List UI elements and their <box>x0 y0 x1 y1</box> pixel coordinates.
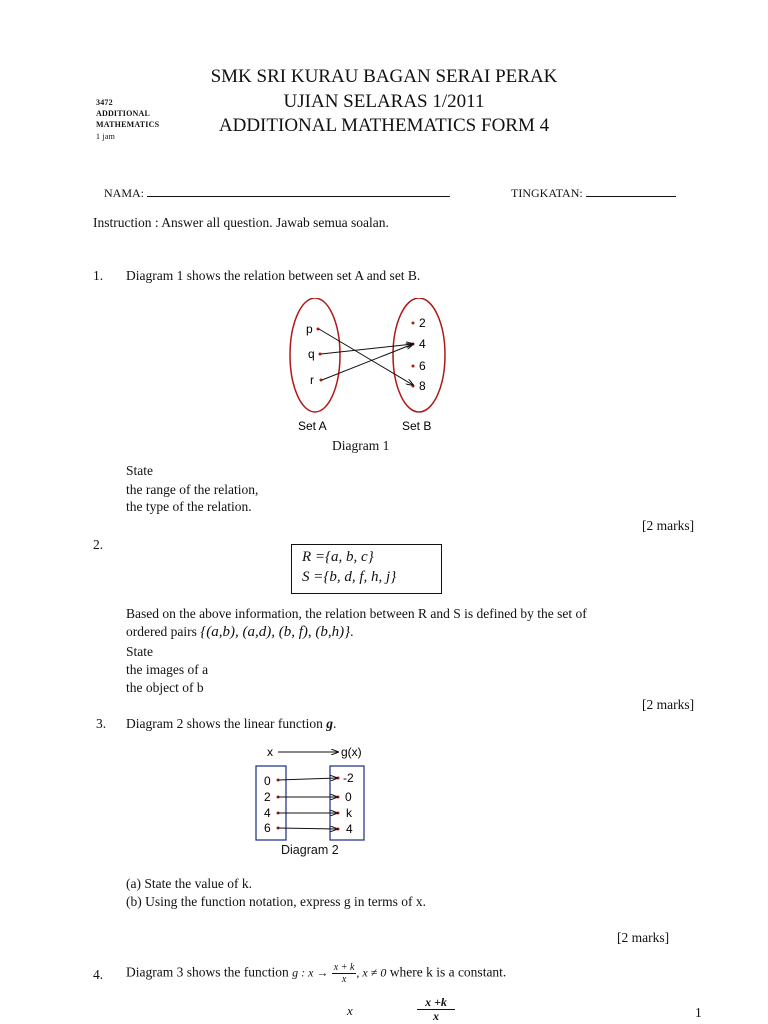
side-subject-1: ADDITIONAL <box>96 109 151 118</box>
domain-item: 4 <box>264 806 271 820</box>
q4-bottom-x: x <box>347 1003 353 1018</box>
q3-func: g <box>326 716 333 731</box>
diagram-1-caption: Diagram 1 <box>332 438 390 453</box>
set-a-item: r <box>310 373 314 387</box>
diagram-2 <box>250 740 380 845</box>
q2-marks: [2 marks] <box>642 697 695 712</box>
q1-text: Diagram 1 shows the relation between set A and set B. <box>126 268 421 283</box>
exam-title: UJIAN SELARAS 1/2011 <box>283 91 485 112</box>
domain-box <box>256 766 286 840</box>
nama-field <box>104 184 450 201</box>
q4-text-1: Diagram 3 shows the function <box>126 964 289 980</box>
domain-item: 6 <box>264 821 271 835</box>
tingkatan-field <box>511 184 676 201</box>
q4-frac-num: x + k <box>333 962 355 973</box>
q1-number: 1. <box>93 268 104 283</box>
instruction: Instruction : Answer all question. Jawab semua soalan. <box>93 215 389 230</box>
school-name: SMK SRI KURAU BAGAN SERAI PERAK <box>210 66 558 87</box>
tingkatan-blank[interactable] <box>586 184 676 197</box>
codomain-item: 4 <box>346 822 353 836</box>
q2-text-2: ordered pairs <box>126 624 197 639</box>
set-b-item: 8 <box>419 379 426 393</box>
nama-label: NAMA: <box>104 186 145 200</box>
q1-marks: [2 marks] <box>642 518 695 533</box>
q4-text-2: where k is a constant. <box>389 964 507 980</box>
q4-number: 4. <box>93 967 104 982</box>
set-b-item: 6 <box>419 359 426 373</box>
side-subject-2: MATHEMATICS <box>96 120 160 129</box>
paper-code: 3472 <box>96 98 113 107</box>
subject-title: ADDITIONAL MATHEMATICS FORM 4 <box>218 115 550 136</box>
q2-sets-box <box>291 544 442 594</box>
q3-text-end: . <box>332 716 337 731</box>
q4-bottom-den: x <box>433 1009 439 1023</box>
q4-text-line <box>126 962 506 985</box>
q4-fraction <box>332 962 357 985</box>
set-a-ellipse <box>290 298 340 412</box>
q1-part-b: the type of the relation. <box>126 499 252 514</box>
q3-part-a: (a) State the value of k. <box>126 876 252 891</box>
arrow-left-label: x <box>267 745 273 759</box>
q1-part-a: the range of the relation, <box>126 482 259 497</box>
diagram-2-caption: Diagram 2 <box>281 843 339 857</box>
q2-text-2-line <box>126 624 353 641</box>
duration: 1 jam <box>96 132 115 141</box>
set-a-label: Set A <box>298 419 327 433</box>
nama-blank[interactable] <box>147 184 450 197</box>
set-a-item: q <box>308 347 315 361</box>
diagram-1 <box>280 298 460 438</box>
q3-part-b: (b) Using the function notation, express g in terms of x. <box>126 894 426 909</box>
q2-number: 2. <box>93 537 104 552</box>
codomain-item: 0 <box>345 790 352 804</box>
set-r: R ={a, b, c} <box>302 549 374 565</box>
set-a-item: p <box>306 322 313 336</box>
q2-part-b: the object of b <box>126 680 204 695</box>
domain-item: 2 <box>264 790 271 804</box>
page-number: 1 <box>695 1005 702 1020</box>
set-b-item: 4 <box>419 337 426 351</box>
q4-cond: , x ≠ 0 <box>356 965 387 980</box>
q4-frac-den: x <box>341 974 347 985</box>
set-b-label: Set B <box>402 419 432 433</box>
q2-part-a: the images of a <box>126 662 209 677</box>
q3-text: Diagram 2 shows the linear function <box>126 716 323 731</box>
q3-number: 3. <box>96 716 107 731</box>
set-s: S ={b, d, f, h, j} <box>302 569 397 585</box>
q4-bottom-fraction <box>417 996 455 1023</box>
q2-state: State <box>126 644 153 659</box>
domain-item: 0 <box>264 774 271 788</box>
q4-bottom-num: x +k <box>417 996 455 1010</box>
codomain-item: k <box>346 806 352 820</box>
q3-text-line <box>126 716 336 732</box>
arrow-p-8 <box>319 329 413 385</box>
arrow-right-label: g(x) <box>341 745 362 759</box>
q2-pairs: {(a,b), (a,d), (b, f), (b,h)} <box>200 624 351 640</box>
q2-text-2-end: . <box>350 624 354 639</box>
codomain-item: -2 <box>343 771 354 785</box>
q1-state: State <box>126 463 153 478</box>
tingkatan-label: TINGKATAN: <box>511 186 583 200</box>
q2-text-1: Based on the above information, the relation between R and S is defined by the set of <box>126 606 587 621</box>
set-b-item: 2 <box>419 316 426 330</box>
q4-func-lhs: g : x → <box>292 965 329 980</box>
q3-marks: [2 marks] <box>617 930 670 945</box>
